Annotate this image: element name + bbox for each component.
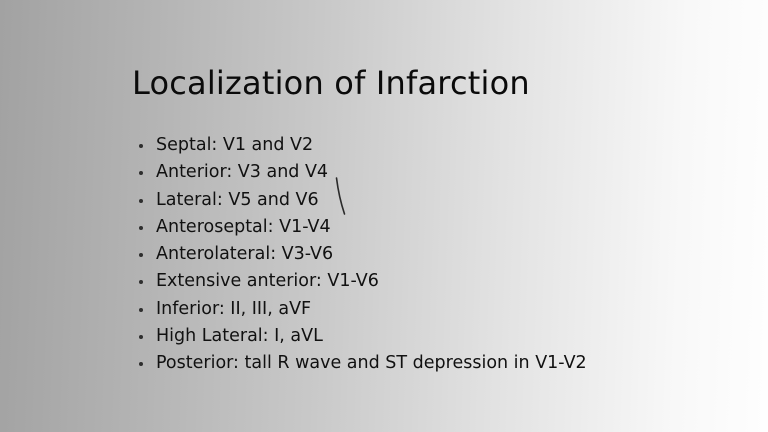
bullet-icon [139,253,143,257]
bullet-text: Anteroseptal: V1-V4 [156,216,331,237]
bullet-text: Septal: V1 and V2 [156,135,314,155]
bullet-item [137,187,697,214]
bullet-icon [139,335,143,339]
bullet-list [137,132,697,378]
bullet-item [137,132,697,159]
bullet-item [137,323,697,350]
slide-title: Localization of Infarction [132,64,530,102]
bullet-text: Lateral: V5 and V6 [156,189,319,210]
bullet-item [137,296,697,323]
bullet-item [137,268,697,295]
bullet-icon [139,199,143,203]
bullet-text: Inferior: II, III, aVF [156,298,312,319]
bullet-icon [139,280,143,284]
bullet-text: Anterolateral: V3-V6 [156,244,334,265]
bullet-text: Extensive anterior: V1-V6 [156,271,379,292]
bullet-text: Posterior: tall R wave and ST depression in V1-V2 [156,353,587,374]
bullet-item [137,159,697,186]
bullet-item [137,214,697,241]
bullet-icon [139,226,143,230]
bullet-icon [139,171,143,175]
bullet-icon [139,144,143,148]
bullet-text: Anterior: V3 and V4 [156,162,329,183]
bullet-item [137,241,697,268]
bullet-icon [139,362,143,366]
bullet-text: High Lateral: I, aVL [156,326,323,347]
bullet-item [137,350,697,377]
bullet-icon [139,308,143,312]
